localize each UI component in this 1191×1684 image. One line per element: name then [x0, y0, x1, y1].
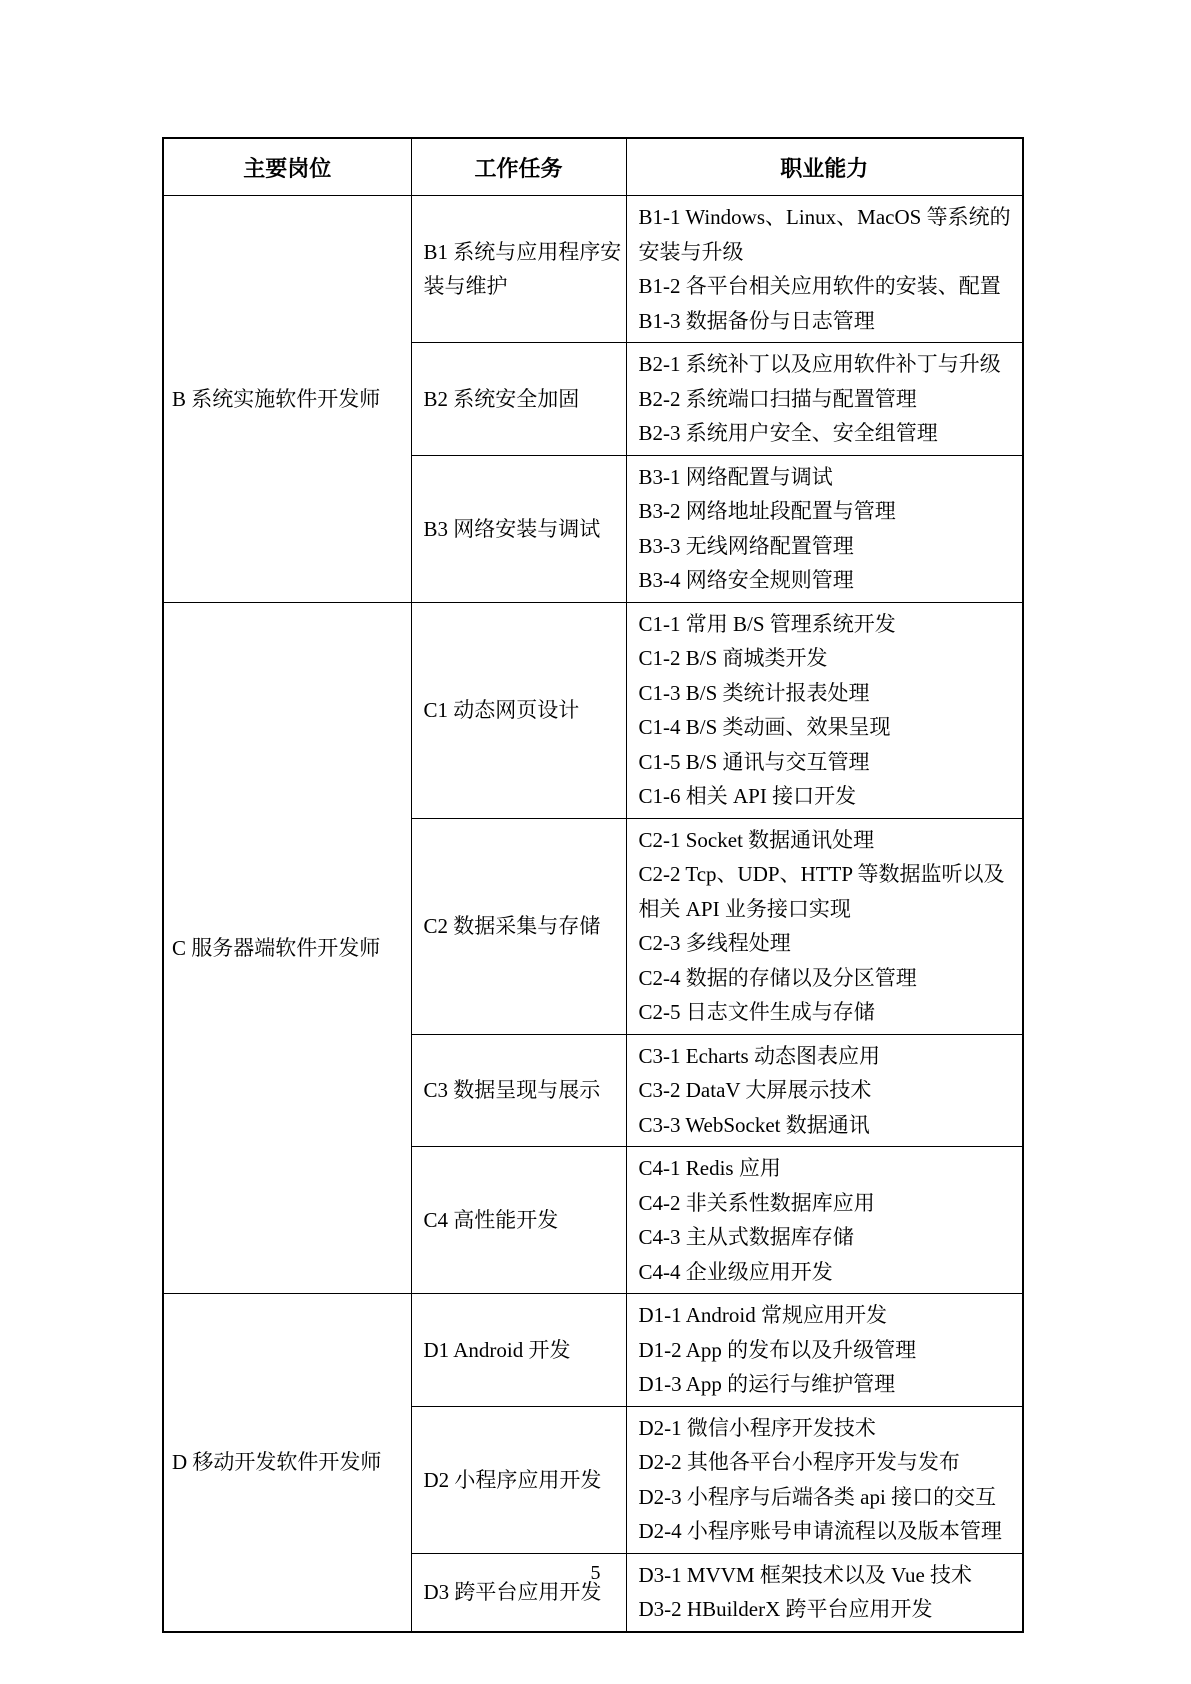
position-cell: C 服务器端软件开发师 — [163, 602, 411, 1294]
page-number: 5 — [590, 1562, 601, 1584]
table-header-row — [163, 138, 1023, 196]
header-work-task: 工作任务 — [411, 138, 626, 196]
ability-item: C1-6 相关 API 接口开发 — [638, 784, 857, 808]
abilities-cell — [626, 343, 1023, 456]
abilities-cell — [626, 1147, 1023, 1294]
ability-item: B2-2 系统端口扫描与配置管理 — [638, 386, 917, 411]
ability-item: D2-4 小程序账号申请流程以及版本管理 — [638, 1519, 1002, 1543]
ability-item: B2-1 系统补丁以及应用软件补丁与升级 — [638, 352, 1001, 376]
task-cell: C1 动态网页设计 — [411, 602, 626, 818]
task-cell: C2 数据采集与存储 — [411, 818, 626, 1034]
abilities-cell — [626, 1034, 1023, 1147]
ability-item: B1-2 各平台相关应用软件的安装、配置 — [638, 274, 1001, 298]
abilities-cell — [626, 1406, 1023, 1553]
position-cell: D 移动开发软件开发师 — [163, 1294, 411, 1632]
task-cell: D2 小程序应用开发 — [411, 1406, 626, 1553]
ability-item: B3-4 网络安全规则管理 — [638, 568, 854, 592]
ability-item: C1-5 B/S 通讯与交互管理 — [638, 749, 870, 774]
header-professional-ability: 职业能力 — [626, 138, 1023, 196]
ability-item: C4-3 主从式数据库存储 — [638, 1225, 854, 1249]
header-main-position: 主要岗位 — [163, 138, 411, 196]
positions-tasks-abilities-table — [162, 137, 1024, 1633]
ability-item: C1-2 B/S 商城类开发 — [638, 646, 828, 670]
task-cell: B3 网络安装与调试 — [411, 455, 626, 602]
position-cell: B 系统实施软件开发师 — [163, 196, 411, 603]
table-row — [163, 602, 1023, 818]
ability-item: D3-1 MVVM 框架技术以及 Vue 技术 — [638, 1562, 973, 1587]
ability-item: C3-2 DataV 大屏展示技术 — [638, 1078, 872, 1102]
ability-item: D1-1 Android 常规应用开发 — [638, 1303, 887, 1327]
task-cell: C3 数据呈现与展示 — [411, 1034, 626, 1147]
ability-item: B3-3 无线网络配置管理 — [638, 533, 854, 558]
task-cell: D1 Android 开发 — [411, 1294, 626, 1407]
table-row — [163, 196, 1023, 343]
ability-item: B1-1 Windows、Linux、MacOS 等系统的安装与升级 — [638, 205, 1011, 264]
task-cell: D3 跨平台应用开发 — [411, 1553, 626, 1632]
ability-item: C2-4 数据的存储以及分区管理 — [638, 965, 917, 990]
ability-item: D1-3 App 的运行与维护管理 — [638, 1372, 896, 1396]
ability-item: B3-2 网络地址段配置与管理 — [638, 499, 896, 523]
abilities-cell — [626, 196, 1023, 343]
ability-item: D2-1 微信小程序开发技术 — [638, 1415, 876, 1440]
ability-item: C3-1 Echarts 动态图表应用 — [638, 1043, 880, 1068]
ability-item: C1-3 B/S 类统计报表处理 — [638, 680, 870, 705]
ability-item: C1-1 常用 B/S 管理系统开发 — [638, 611, 896, 636]
ability-item: C4-2 非关系性数据库应用 — [638, 1190, 875, 1215]
ability-item: B2-3 系统用户安全、安全组管理 — [638, 421, 938, 445]
ability-item: D3-2 HBuilderX 跨平台应用开发 — [638, 1597, 933, 1621]
ability-item: B3-1 网络配置与调试 — [638, 464, 833, 489]
ability-item: C4-4 企业级应用开发 — [638, 1259, 833, 1284]
ability-item: C1-4 B/S 类动画、效果呈现 — [638, 715, 891, 739]
ability-item: B1-3 数据备份与日志管理 — [638, 308, 875, 333]
task-cell: C4 高性能开发 — [411, 1147, 626, 1294]
ability-item: C4-1 Redis 应用 — [638, 1156, 781, 1180]
abilities-cell — [626, 1294, 1023, 1407]
table-row — [163, 1294, 1023, 1407]
task-cell: B1 系统与应用程序安装与维护 — [411, 196, 626, 343]
ability-item: D2-3 小程序与后端各类 api 接口的交互 — [638, 1484, 997, 1509]
ability-item: C2-3 多线程处理 — [638, 931, 791, 955]
ability-item: D2-2 其他各平台小程序开发与发布 — [638, 1450, 960, 1474]
abilities-cell — [626, 455, 1023, 602]
abilities-cell — [626, 818, 1023, 1034]
ability-item: C3-3 WebSocket 数据通讯 — [638, 1112, 870, 1137]
task-cell: B2 系统安全加固 — [411, 343, 626, 456]
ability-item: C2-1 Socket 数据通讯处理 — [638, 827, 875, 852]
ability-item: D1-2 App 的发布以及升级管理 — [638, 1337, 917, 1362]
ability-item: C2-2 Tcp、UDP、HTTP 等数据监听以及相关 API 业务接口实现 — [638, 862, 1005, 921]
abilities-cell — [626, 602, 1023, 818]
ability-item: C2-5 日志文件生成与存储 — [638, 1000, 875, 1024]
